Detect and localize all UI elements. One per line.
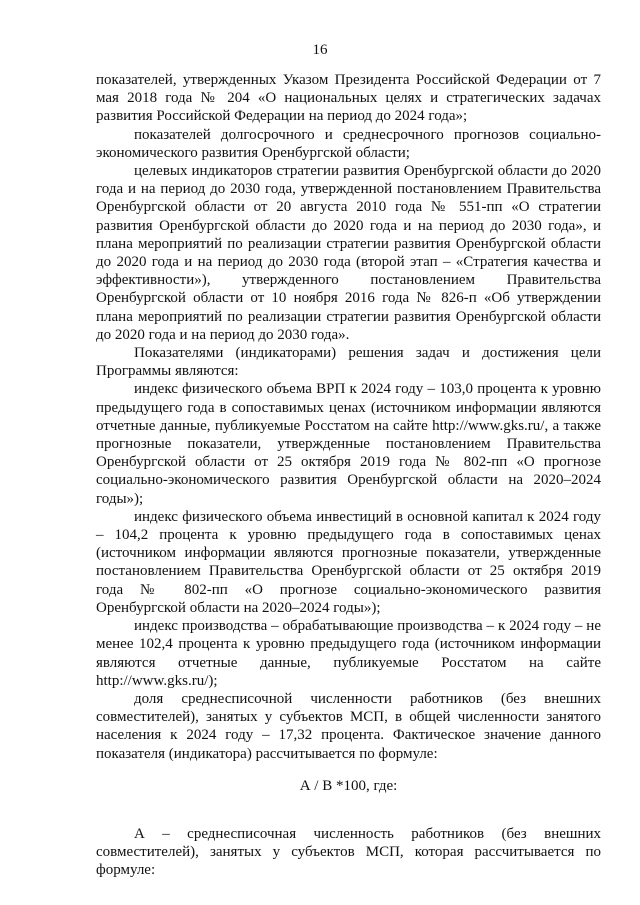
paragraph: Показателями (индикаторами) решения задач и достижения цели Программы являются: [96, 345, 601, 380]
paragraph: доля среднесписочной численности работников (без внешних совместителей), занятых у субъектов МСП, в общей численности занятого населения к 2024 году – 17,32 процента. Фактическое значение данного показателя (индикатора) рассчитывается по формуле: [96, 690, 601, 762]
paragraph: показателей, утвержденных Указом Президента Российской Федерации от 7 мая 2018 года № 204 «О национальных целях и стратегических задачах развития Российской Федерации на период до 2024 года»; [96, 72, 601, 125]
paragraph: показателей долгосрочного и среднесрочного прогнозов социально-экономического развития Оренбургской области; [96, 126, 601, 161]
page-number: 16 [312, 42, 328, 58]
paragraph: индекс физического объема ВРП к 2024 году – 103,0 процента к уровню предыдущего года в сопоставимых ценах (источником информации являются отчетные данные, публикуемые Росстатом на сайте http://www.gks.ru/, а также прогнозные показатели, утвержденные постановлением Правительства Оренбургской области от 25 октября 2019 года № 802-пп «О прогнозе социально-экономического развития Оренбургской области на 2020–2024 годы»); [96, 381, 601, 507]
paragraph: индекс физического объема инвестиций в основной капитал к 2024 году – 104,2 процента к уровню предыдущего года в сопоставимых ценах (источником информации являются прогнозные показатели, утвержденные постановлением Правительства Оренбургской области от 25 октября 2019 года № 802-пп «О прогнозе социально-экономического развития Оренбургской области на 2020–2024 годы»); [96, 508, 601, 616]
formula: А / В *100, где: [299, 777, 398, 794]
document-body [96, 71, 601, 880]
formula-definition: А – среднесписочная численность работников (без внешних совместителей), занятых у субъектов МСП, которая рассчитывается по формуле: [96, 825, 601, 879]
paragraph: целевых индикаторов стратегии развития Оренбургской области до 2020 года и на период до 2030 года, утвержденной постановлением Правительства Оренбургской области от 20 августа 2010 года № 551-пп «О стратегии развития Оренбургской области до 2020 года и на период до 2030 года», и плана мероприятий по реализации стратегии развития Оренбургской области до 2020 года и на период до 2030 года (второй этап – «Стратегия качества и эффективности»), утвержденного постановлением Правительства Оренбургской области от 10 ноября 2016 года № 826-п «Об утверждении плана мероприятий по реализации стратегии развития Оренбургской области до 2020 года и на период до 2030 года». [96, 163, 601, 343]
paragraph: индекс производства – обрабатывающие производства – к 2024 году – не менее 102,4 процента к уровню предыдущего года (источником информации являются отчетные данные, публикуемые Росстатом на сайте http://www.gks.ru/); [96, 618, 601, 689]
